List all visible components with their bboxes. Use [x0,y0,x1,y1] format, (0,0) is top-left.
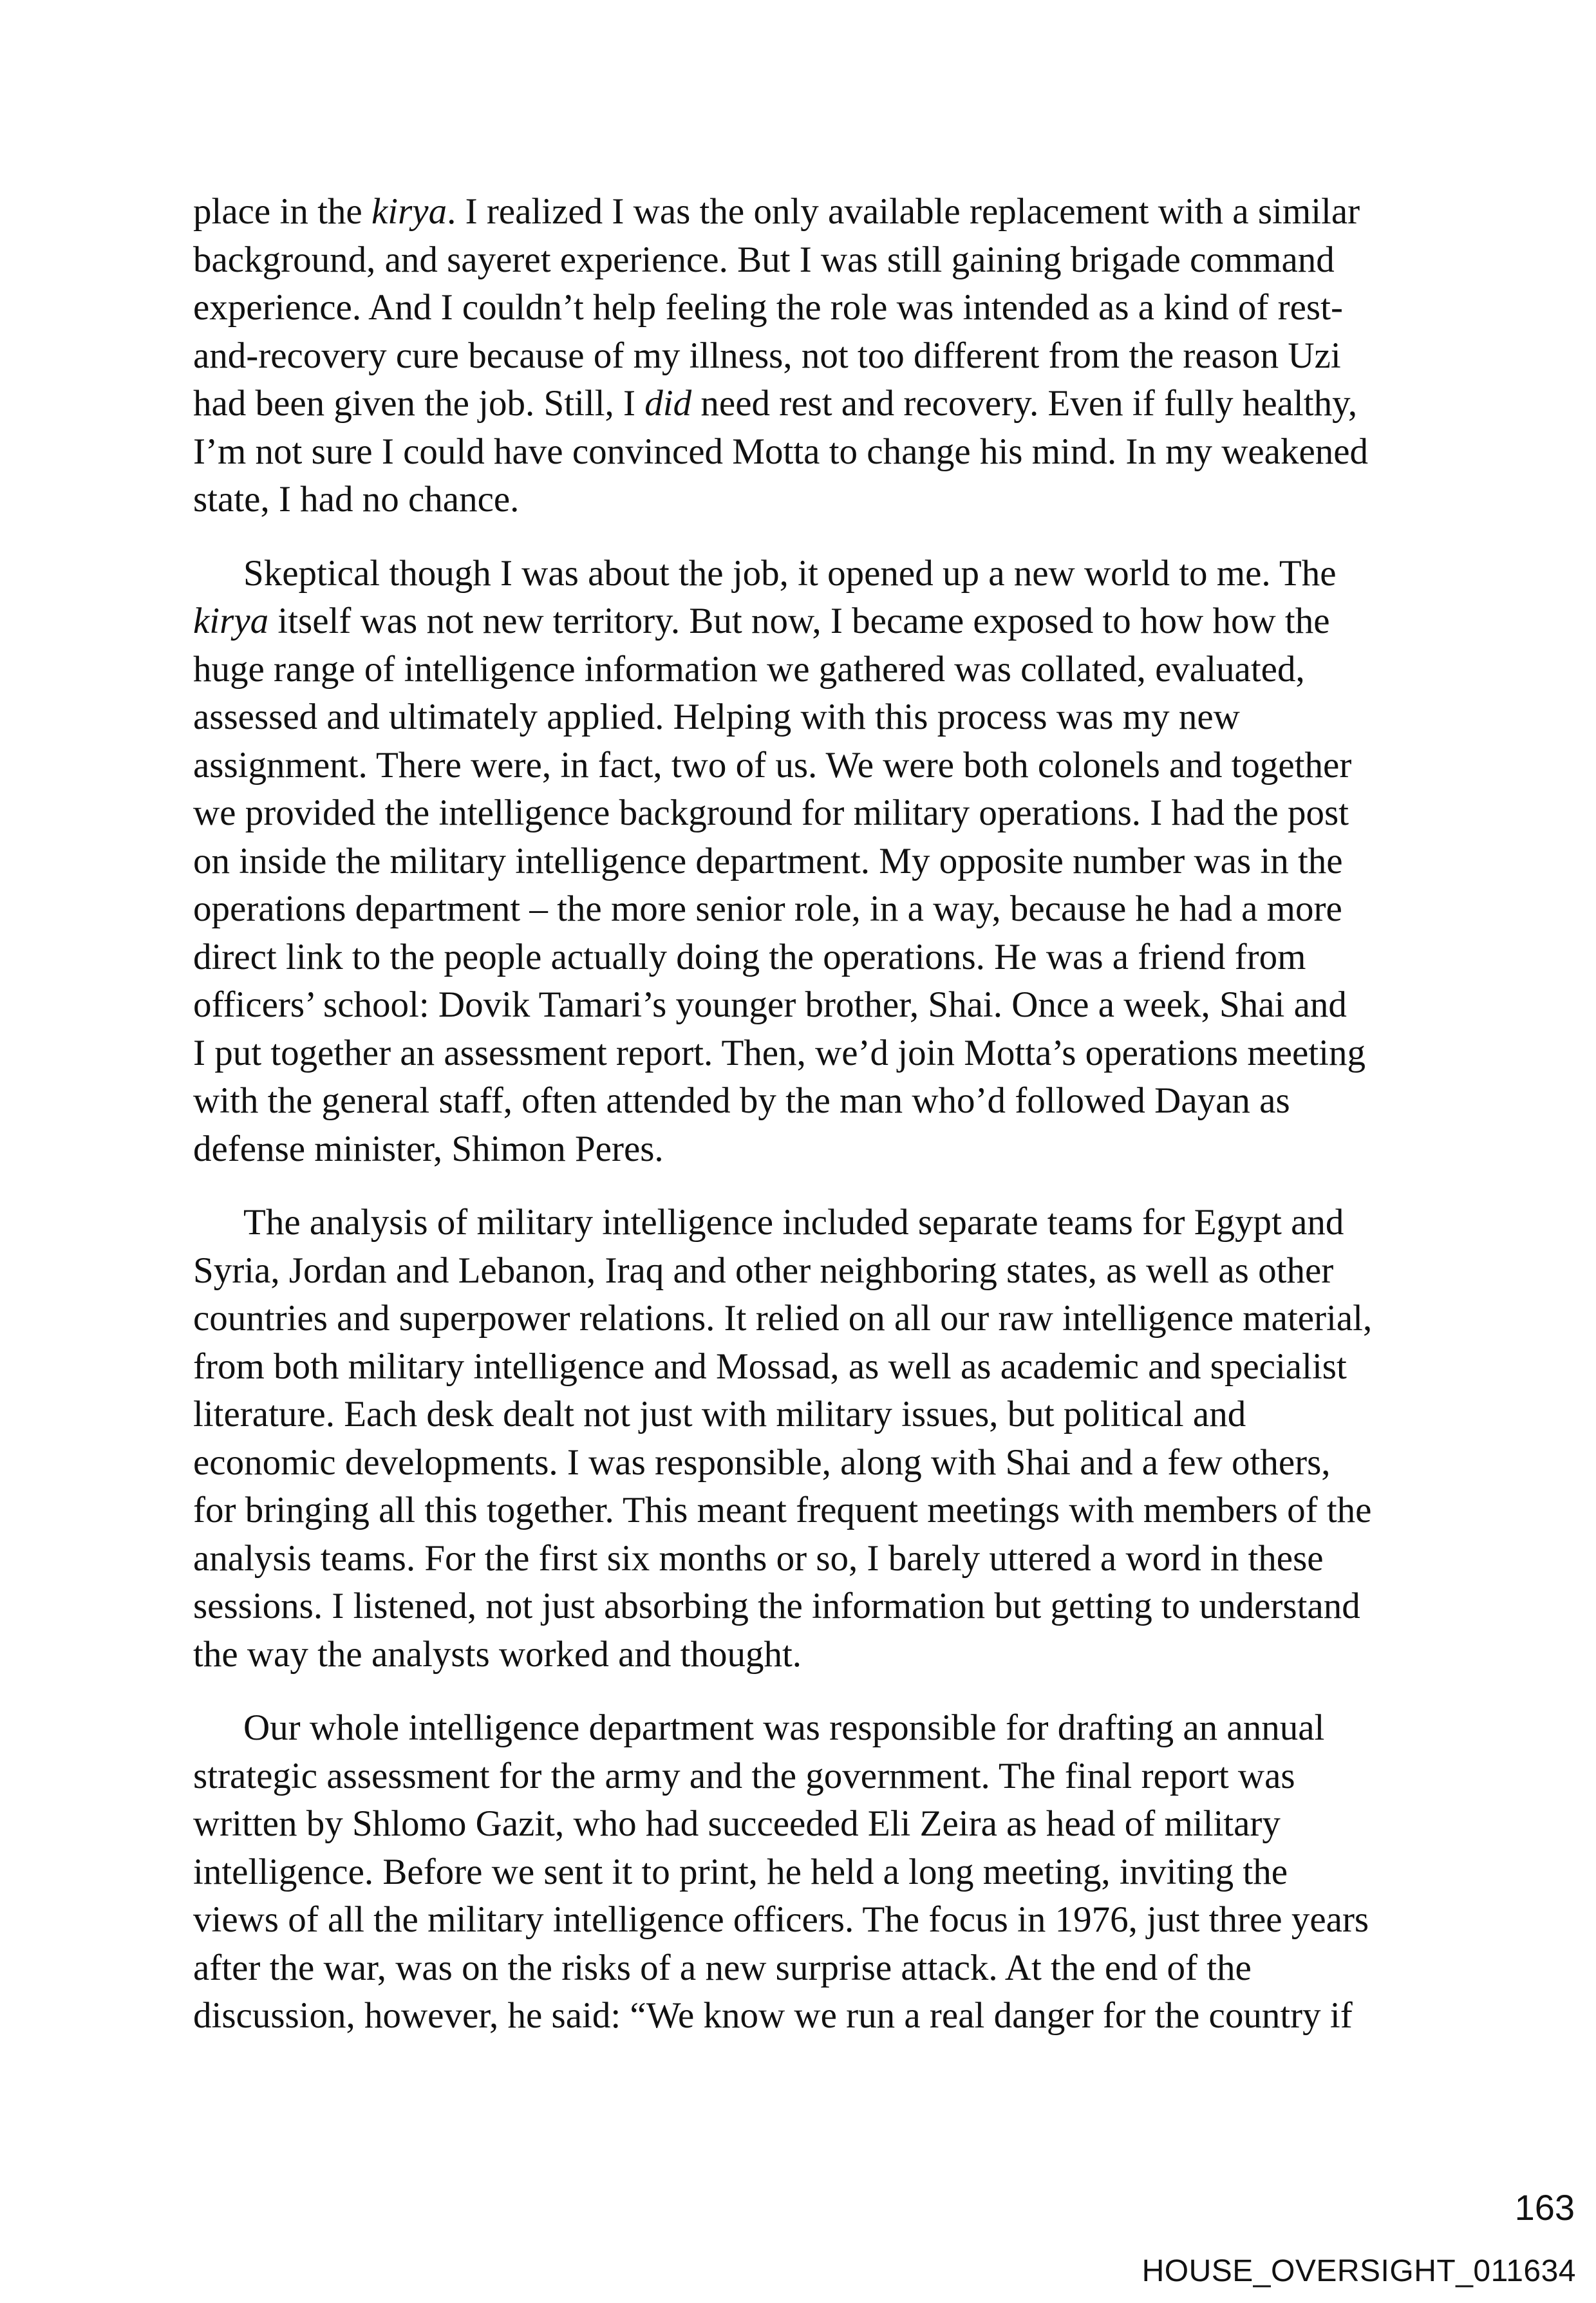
text-line [193,1753,1411,1801]
text-segment: need rest and recovery. Even if fully healthy, [691,383,1358,424]
text-line [193,550,1411,598]
text-segment: The analysis of military intelligence included separate teams for Egypt and [243,1202,1344,1243]
text-segment: Skeptical though I was about the job, it opened up a new world to me. The [243,552,1337,594]
text-segment: strategic assessment for the army and the government. The final report was [193,1755,1295,1796]
text-segment: for bringing all this together. This meant frequent meetings with members of the [193,1490,1372,1530]
text-line [193,1583,1411,1631]
text-segment: officers’ school: Dovik Tamari’s younger brother, Shai. Once a week, Shai and [193,984,1347,1025]
text-segment: literature. Each desk dealt not just with military issues, but political and [193,1394,1246,1434]
text-segment: direct link to the people actually doing the operations. He was a friend from [193,936,1306,977]
text-line [193,1029,1411,1078]
text-line [193,476,1411,524]
text-segment: from both military intelligence and Mossad, as well as academic and specialist [193,1346,1347,1387]
page-number: 163 [1514,2187,1575,2228]
text-line [193,838,1411,886]
text-segment: with the general staff, often attended by the man who’d followed Dayan as [193,1080,1290,1121]
text-segment: analysis teams. For the first six months or so, I barely uttered a word in these [193,1537,1324,1579]
text-line [193,1487,1411,1535]
text-segment: after the war, was on the risks of a new surprise attack. At the end of the [193,1947,1252,1988]
body-text [193,188,1411,2066]
text-segment: I’m not sure I could have convinced Motta to change his mind. In my weakened [193,431,1369,472]
paragraph [193,550,1411,1174]
paragraph [193,1199,1411,1678]
text-line [193,428,1411,476]
text-segment: operations department – the more senior role, in a way, because he had a more [193,888,1342,929]
text-line [193,1391,1411,1439]
text-line [193,1992,1411,2040]
text-segment: intelligence. Before we sent it to print, he held a long meeting, inviting the [193,1851,1288,1892]
text-segment: views of all the military intelligence officers. The focus in 1976, just three years [193,1899,1369,1940]
text-line [193,1896,1411,1944]
text-segment: written by Shlomo Gazit, who had succeeded Eli Zeira as head of military [193,1803,1281,1844]
text-segment: we provided the intelligence background for military operations. I had the post [193,793,1349,833]
text-segment: Syria, Jordan and Lebanon, Iraq and other neighboring states, as well as other [193,1250,1334,1291]
text-line [193,981,1411,1029]
text-segment: huge range of intelligence information we gathered was collated, evaluated, [193,648,1305,690]
text-line [193,1125,1411,1174]
text-line [193,934,1411,982]
text-line [193,188,1411,236]
text-line [193,1199,1411,1247]
text-line [193,1631,1411,1679]
text-segment: had been given the job. Still, I [193,383,645,424]
text-line [193,1343,1411,1391]
text-line [193,1295,1411,1343]
text-segment: and-recovery cure because of my illness, not too different from the reason Uzi [193,335,1341,376]
text-segment: itself was not new territory. But now, I became exposed to how how the [268,601,1330,641]
text-segment: the way the analysts worked and thought. [193,1633,802,1675]
italic-text: kirya [193,601,269,641]
text-segment: countries and superpower relations. It relied on all our raw intelligence material, [193,1298,1373,1339]
text-line [193,1535,1411,1583]
paragraph [193,1704,1411,2040]
text-line [193,789,1411,838]
text-line [193,1077,1411,1125]
text-line [193,885,1411,934]
text-segment: assessed and ultimately applied. Helping with this process was my new [193,697,1240,737]
text-segment: sessions. I listened, not just absorbing the information but getting to understand [193,1586,1360,1626]
text-line [193,1848,1411,1897]
text-segment: experience. And I couldn’t help feeling the role was intended as a kind of rest- [193,287,1343,328]
text-line [193,597,1411,646]
text-line [193,332,1411,381]
text-segment: state, I had no chance. [193,479,520,520]
text-segment: I put together an assessment report. Then, we’d join Motta’s operations meeting [193,1032,1366,1073]
paragraph [193,188,1411,524]
text-segment: on inside the military intelligence department. My opposite number was in the [193,840,1343,881]
text-segment: place in the [193,191,371,232]
text-line [193,646,1411,694]
text-line [193,284,1411,332]
text-segment: Our whole intelligence department was responsible for drafting an annual [243,1707,1325,1748]
text-line [193,1704,1411,1753]
text-line [193,1247,1411,1295]
bates-number: HOUSE_OVERSIGHT_011634 [1141,2254,1576,2288]
text-line [193,742,1411,790]
text-segment: discussion, however, he said: “We know we run a real danger for the country if [193,1995,1353,2036]
text-line [193,1800,1411,1848]
text-line [193,1944,1411,1993]
italic-text: kirya [371,191,447,232]
text-segment: background, and sayeret experience. But I was still gaining brigade command [193,239,1335,280]
text-line [193,380,1411,428]
text-line [193,693,1411,742]
text-segment: economic developments. I was responsible, along with Shai and a few others, [193,1442,1331,1483]
text-segment: defense minister, Shimon Peres. [193,1128,664,1169]
italic-text: did [644,383,692,424]
text-line [193,1439,1411,1487]
text-segment: . I realized I was the only available replacement with a similar [447,191,1360,232]
text-segment: assignment. There were, in fact, two of us. We were both colonels and together [193,744,1352,785]
text-line [193,236,1411,285]
